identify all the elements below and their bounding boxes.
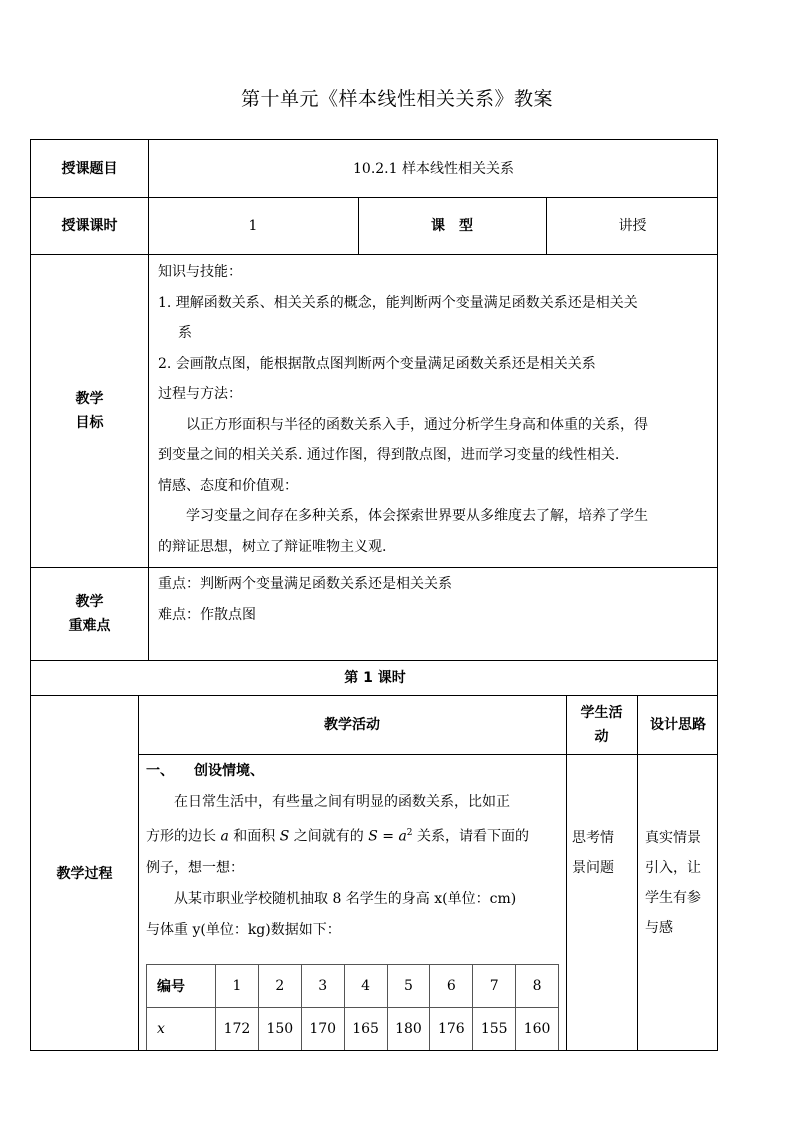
key-label-line: 教学 xyxy=(75,593,104,610)
table-cell: 180 xyxy=(387,1008,430,1051)
goals-content xyxy=(158,257,714,562)
table-cell: 4 xyxy=(344,965,387,1008)
activity-line: 例子，想一想： xyxy=(146,859,244,876)
hours-value: 1 xyxy=(248,217,258,234)
activity-line: 在日常生活中，有些量之间有明显的函数关系，比如正 xyxy=(174,794,510,810)
goals-line: 学习变量之间存在多种关系，体会探索世界要从多维度去了解，培养了学生 xyxy=(186,508,648,524)
table-cell: 155 xyxy=(473,1008,516,1051)
activity-heading: 一、 创设情境、 xyxy=(146,763,264,779)
goals-line: 2. 会画散点图，能根据散点图判断两个变量满足函数关系还是相关关系 xyxy=(158,355,596,372)
table-cell: 170 xyxy=(301,1008,344,1051)
table-cell: 150 xyxy=(258,1008,301,1051)
goals-line: 以正方形面积与半径的函数关系入手，通过分析学生身高和体重的关系，得 xyxy=(186,416,648,433)
height-weight-table xyxy=(146,964,559,1051)
goals-line: 1. 理解函数关系、相关关系的概念，能判断两个变量满足函数关系还是相关关 xyxy=(158,294,638,311)
table-cell: 1 xyxy=(216,965,259,1008)
goals-line: 到变量之间的相关关系. 通过作图，得到散点图，进而学习变量的线性相关. xyxy=(158,447,620,463)
topic-value: 10.2.1 样本线性相关关系 xyxy=(353,160,514,177)
design-idea-line: 引入，让 xyxy=(645,860,701,876)
student-activity-text xyxy=(572,823,636,883)
goals-line: 过程与方法： xyxy=(158,386,242,402)
table-cell: 176 xyxy=(430,1008,473,1051)
student-activity-line: 思考情 xyxy=(572,830,614,846)
table-cell: x xyxy=(147,1008,216,1051)
type-label: 课 型 xyxy=(431,217,473,234)
table-cell: 172 xyxy=(216,1008,259,1051)
table-cell: 8 xyxy=(516,965,559,1008)
table-cell: 160 xyxy=(516,1008,559,1051)
key-point-line: 难点：作散点图 xyxy=(158,606,256,623)
goals-line: 系 xyxy=(178,325,192,341)
key-points-label xyxy=(31,567,148,660)
table-cell: 6 xyxy=(430,965,473,1008)
student-activity-line: 景问题 xyxy=(572,860,614,876)
goals-line: 情感、态度和价值观： xyxy=(158,477,298,494)
table-cell: 165 xyxy=(344,1008,387,1051)
hours-label: 授课课时 xyxy=(61,217,118,234)
student-header-line: 学生活 xyxy=(580,704,623,721)
student-header-line: 动 xyxy=(594,728,609,745)
key-point-line: 重点：判断两个变量满足函数关系还是相关关系 xyxy=(158,576,452,592)
table-cell: 2 xyxy=(258,965,301,1008)
activity-content xyxy=(146,756,561,946)
activity-line: 方形的边长 a 和面积 S 之间就有的 $S = a^2$ 关系，请看下面的 xyxy=(146,828,529,845)
design-idea-line: 与感 xyxy=(645,920,673,936)
activity-line: 与体重 y(单位：kg)数据如下： xyxy=(146,921,341,938)
document-title: 第十单元《样本线性相关关系》教案 xyxy=(240,88,553,110)
activity-header: 教学活动 xyxy=(324,716,380,733)
table-cell: 5 xyxy=(387,965,430,1008)
design-idea-line: 学生有参 xyxy=(645,890,701,906)
table-cell: 3 xyxy=(301,965,344,1008)
topic-label: 授课题目 xyxy=(61,160,118,177)
process-label: 教学过程 xyxy=(56,865,113,882)
goals-line: 的辩证思想，树立了辩证唯物主义观. xyxy=(158,538,387,555)
design-header: 设计思路 xyxy=(650,716,706,733)
student-activity-header xyxy=(566,695,637,754)
goals-label-line: 教学 xyxy=(75,390,104,407)
table-row xyxy=(147,965,559,1008)
table-row xyxy=(147,1008,559,1051)
type-value: 讲授 xyxy=(618,217,647,234)
row-divider xyxy=(138,754,718,755)
table-cell: 7 xyxy=(473,965,516,1008)
activity-line: 从某市职业学校随机抽取 8 名学生的身高 x(单位：cm) xyxy=(174,890,517,907)
design-idea-line: 真实情景 xyxy=(645,830,701,846)
goals-label-line: 目标 xyxy=(75,414,104,431)
design-idea-text xyxy=(645,823,717,943)
table-cell: 编号 xyxy=(147,965,216,1008)
goals-label xyxy=(31,254,148,567)
key-points-content xyxy=(158,569,714,630)
session-heading: 第 1 课时 xyxy=(344,669,406,686)
goals-line: 知识与技能： xyxy=(158,264,242,280)
key-label-line: 重难点 xyxy=(68,617,111,634)
lesson-plan-table xyxy=(30,139,718,1051)
